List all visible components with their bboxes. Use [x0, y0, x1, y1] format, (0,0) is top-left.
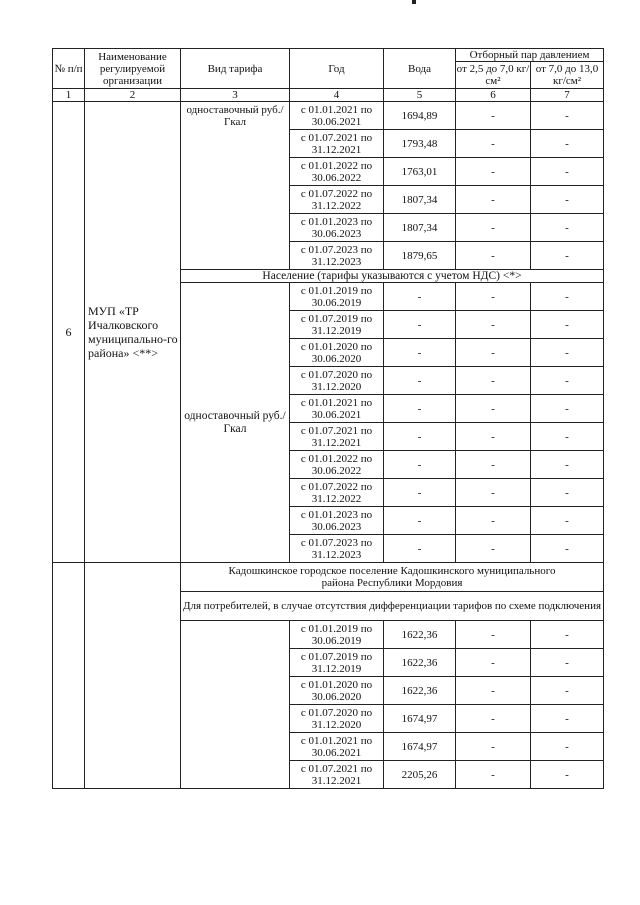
- steam-b-value: -: [531, 242, 604, 270]
- water-value: -: [384, 395, 456, 423]
- period-cell: с 01.01.2022 по 30.06.2022: [290, 451, 384, 479]
- steam-b-value: -: [531, 158, 604, 186]
- water-value: -: [384, 283, 456, 311]
- steam-b-value: -: [531, 535, 604, 563]
- steam-b-value: -: [531, 621, 604, 649]
- tariff-kind: одноставочный руб./Гкал: [181, 283, 290, 563]
- steam-b-value: -: [531, 283, 604, 311]
- header-steam-b: от 7,0 до 13,0 кг/см²: [531, 62, 604, 89]
- period-cell: с 01.07.2023 по 31.12.2023: [290, 535, 384, 563]
- steam-b-value: -: [531, 395, 604, 423]
- period-cell: с 01.01.2023 по 30.06.2023: [290, 507, 384, 535]
- steam-a-value: -: [456, 158, 531, 186]
- column-numbers-row: [53, 89, 604, 102]
- header-steam-a: от 2,5 до 7,0 кг/см²: [456, 63, 530, 87]
- tariff-kind: одноставочный руб./Гкал: [181, 102, 290, 270]
- steam-a-value: -: [456, 214, 531, 242]
- steam-a-value: -: [456, 451, 531, 479]
- steam-a-value: -: [456, 339, 531, 367]
- period-cell: с 01.07.2019 по 31.12.2019: [290, 649, 384, 677]
- steam-a-value: -: [456, 395, 531, 423]
- period-cell: с 01.07.2019 по 31.12.2019: [290, 311, 384, 339]
- page-mark: [412, 0, 416, 4]
- period-cell: с 01.01.2021 по 30.06.2021: [290, 395, 384, 423]
- period-cell: с 01.07.2022 по 31.12.2022: [290, 186, 384, 214]
- steam-a-value: -: [456, 705, 531, 733]
- period-cell: с 01.01.2021 по 30.06.2021: [290, 102, 384, 130]
- section-subtitle: Для потребителей, в случае отсутствия дифференциации тарифов по схеме подключения: [181, 592, 604, 621]
- steam-b-value: -: [531, 367, 604, 395]
- steam-b-value: -: [531, 339, 604, 367]
- steam-b-value: -: [531, 507, 604, 535]
- steam-a-value: -: [456, 649, 531, 677]
- steam-b-value: -: [531, 761, 604, 789]
- steam-a-value: -: [456, 311, 531, 339]
- steam-b-value: -: [531, 479, 604, 507]
- steam-a-value: -: [456, 733, 531, 761]
- col-number: 6: [456, 89, 531, 102]
- steam-b-value: -: [531, 733, 604, 761]
- steam-a-value: -: [456, 479, 531, 507]
- period-cell: с 01.01.2023 по 30.06.2023: [290, 214, 384, 242]
- col-number: 1: [53, 89, 85, 102]
- steam-b-value: -: [531, 451, 604, 479]
- empty-num-cell: [53, 563, 85, 789]
- header-org: Наименование регулируемой организации: [85, 49, 181, 89]
- header-year: Год: [290, 49, 384, 89]
- steam-b-value: -: [531, 186, 604, 214]
- water-value: 1807,34: [384, 214, 456, 242]
- period-cell: с 01.07.2020 по 31.12.2020: [290, 705, 384, 733]
- period-cell: с 01.07.2021 по 31.12.2021: [290, 130, 384, 158]
- period-cell: с 01.01.2022 по 30.06.2022: [290, 158, 384, 186]
- col-number: 4: [290, 89, 384, 102]
- steam-a-value: -: [456, 621, 531, 649]
- steam-a-value: -: [456, 130, 531, 158]
- water-value: 2205,26: [384, 761, 456, 789]
- steam-a-value: -: [456, 186, 531, 214]
- header-steam: Отборный пар давлением: [456, 49, 604, 62]
- period-cell: с 01.01.2021 по 30.06.2021: [290, 733, 384, 761]
- water-value: 1622,36: [384, 621, 456, 649]
- col-number: 3: [181, 89, 290, 102]
- water-value: -: [384, 479, 456, 507]
- water-value: 1763,01: [384, 158, 456, 186]
- water-value: 1674,97: [384, 733, 456, 761]
- water-value: -: [384, 339, 456, 367]
- header-water: Вода: [384, 49, 456, 89]
- col-number: 5: [384, 89, 456, 102]
- water-value: 1622,36: [384, 649, 456, 677]
- steam-a-value: -: [456, 423, 531, 451]
- water-value: 1674,97: [384, 705, 456, 733]
- col-number: 7: [531, 89, 604, 102]
- water-value: -: [384, 451, 456, 479]
- steam-b-value: -: [531, 214, 604, 242]
- period-cell: с 01.01.2020 по 30.06.2020: [290, 339, 384, 367]
- org-name: МУП «ТР Ичалковского муниципально-го района» <**>: [85, 102, 181, 563]
- col-number: 2: [85, 89, 181, 102]
- period-cell: с 01.01.2019 по 30.06.2019: [290, 283, 384, 311]
- steam-b-value: -: [531, 423, 604, 451]
- org-number: 6: [53, 102, 85, 563]
- header-row: [53, 49, 604, 62]
- period-cell: с 01.07.2021 по 31.12.2021: [290, 423, 384, 451]
- steam-a-value: -: [456, 507, 531, 535]
- period-cell: с 01.01.2020 по 30.06.2020: [290, 677, 384, 705]
- table-row: [53, 102, 604, 130]
- steam-b-value: -: [531, 130, 604, 158]
- water-value: -: [384, 535, 456, 563]
- steam-b-value: -: [531, 677, 604, 705]
- empty-org-cell: [85, 563, 181, 789]
- water-value: 1793,48: [384, 130, 456, 158]
- steam-a-value: -: [456, 102, 531, 130]
- water-value: -: [384, 507, 456, 535]
- water-value: -: [384, 367, 456, 395]
- empty-kind-cell: [181, 621, 290, 789]
- header-kind: Вид тарифа: [181, 49, 290, 89]
- steam-b-value: -: [531, 649, 604, 677]
- period-cell: с 01.07.2022 по 31.12.2022: [290, 479, 384, 507]
- steam-a-value: -: [456, 283, 531, 311]
- population-label: Население (тарифы указываются с учетом НДС) <*>: [181, 270, 604, 283]
- water-value: -: [384, 423, 456, 451]
- section-title-row: [53, 563, 604, 592]
- period-cell: с 01.07.2023 по 31.12.2023: [290, 242, 384, 270]
- steam-b-value: -: [531, 102, 604, 130]
- water-value: -: [384, 311, 456, 339]
- section-title: Кадошкинское городское поселение Кадошкинского муниципального района Республики Мордовия: [181, 563, 604, 592]
- water-value: 1879,65: [384, 242, 456, 270]
- period-cell: с 01.07.2020 по 31.12.2020: [290, 367, 384, 395]
- water-value: 1694,89: [384, 102, 456, 130]
- period-cell: с 01.01.2019 по 30.06.2019: [290, 621, 384, 649]
- steam-a-value: -: [456, 535, 531, 563]
- tariff-table: [52, 48, 604, 789]
- steam-a-value: -: [456, 367, 531, 395]
- water-value: 1622,36: [384, 677, 456, 705]
- steam-a-value: -: [456, 761, 531, 789]
- period-cell: с 01.07.2021 по 31.12.2021: [290, 761, 384, 789]
- steam-a-value: -: [456, 242, 531, 270]
- steam-b-value: -: [531, 705, 604, 733]
- header-num: № п/п: [53, 49, 85, 89]
- steam-a-value: -: [456, 677, 531, 705]
- steam-b-value: -: [531, 311, 604, 339]
- water-value: 1807,34: [384, 186, 456, 214]
